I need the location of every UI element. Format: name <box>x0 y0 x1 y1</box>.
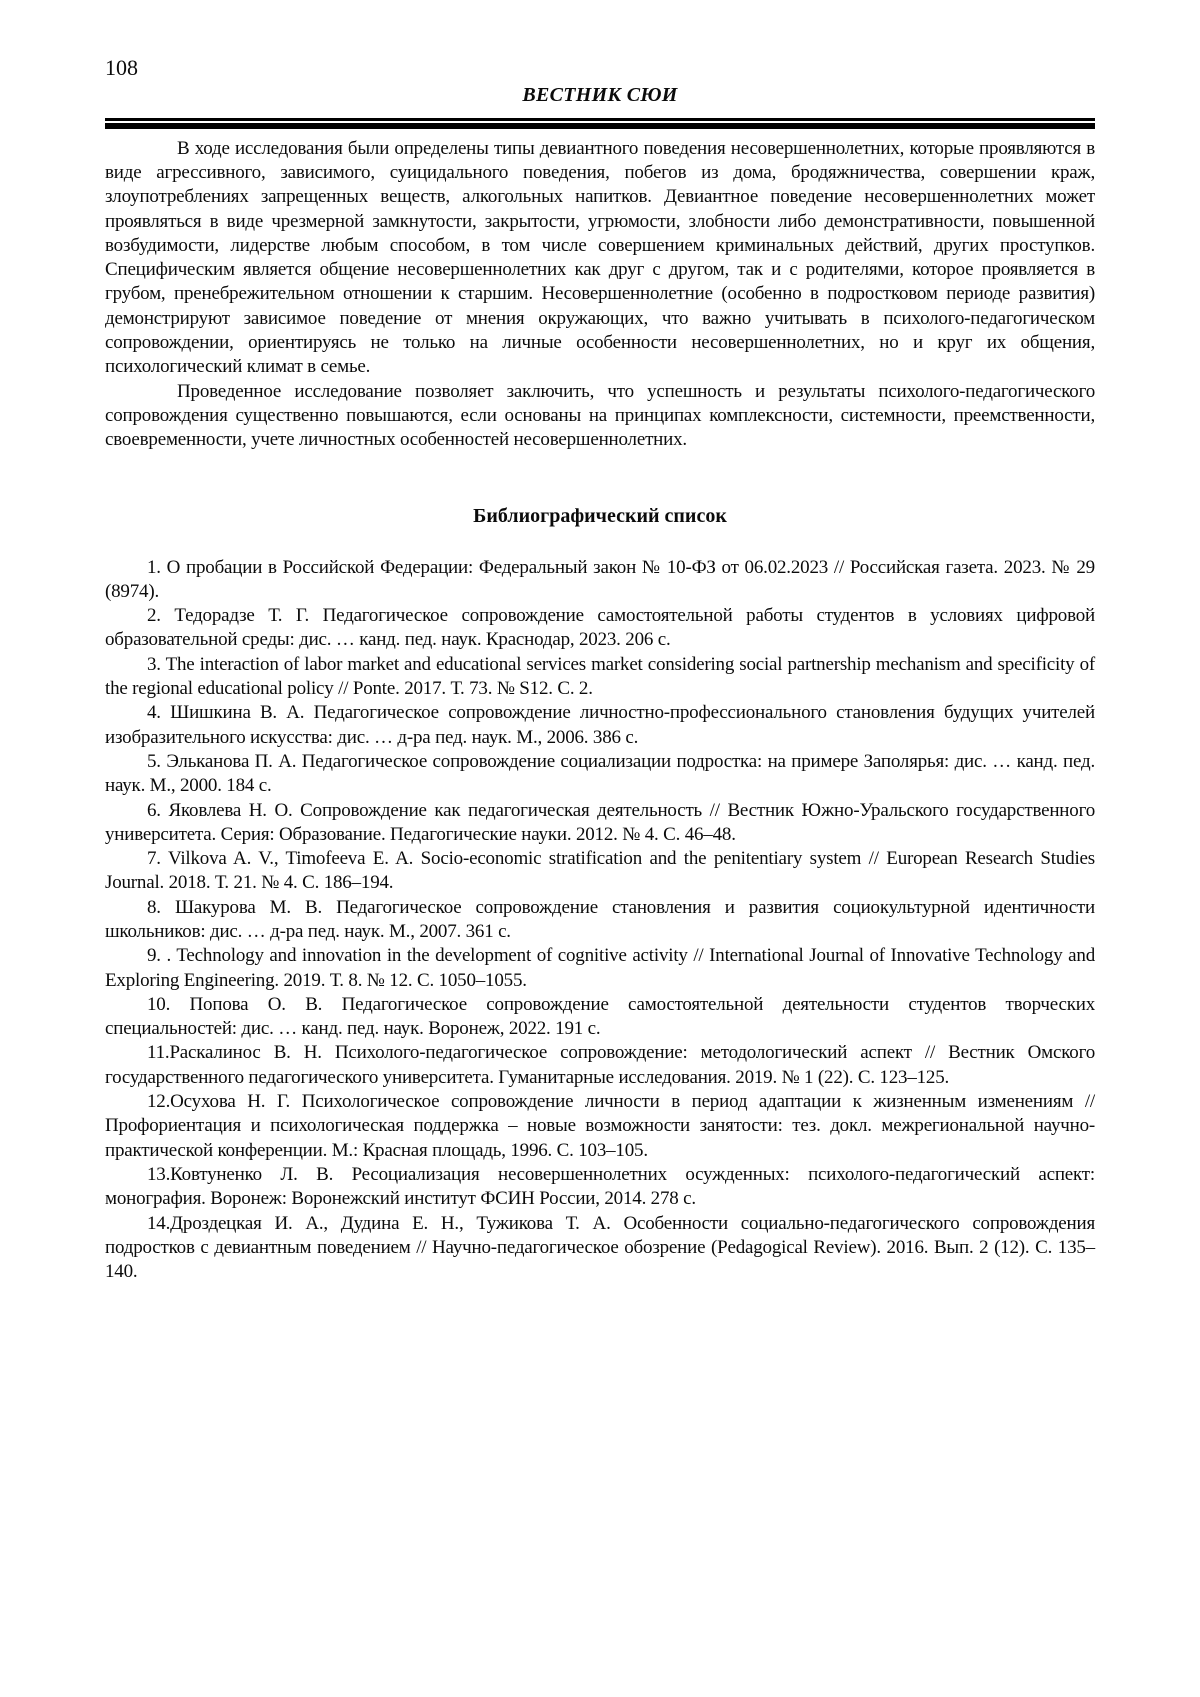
bibliography-item: 13.Ковтуненко Л. В. Ресоциализация несовершеннолетних осужденных: психолого-педагогический аспект: монография. Воронеж: Воронежский институт ФСИН России, 2014. 278 с. <box>105 1163 1095 1210</box>
bibliography-item: 10. Попова О. В. Педагогическое сопровождение самостоятельной деятельности студентов творческих специальностей: дис. … канд. пед. наук. Воронеж, 2022. 191 с. <box>105 993 1095 1040</box>
article-body <box>105 137 1095 453</box>
journal-title: ВЕСТНИК СЮИ <box>522 84 678 107</box>
bibliography-item: 3. The interaction of labor market and educational services market considering social partnership mechanism and specificity of the regional educational policy // Ponte. 2017. Т. 73. № S12. С. 2. <box>105 653 1095 700</box>
header-rule-thick-line <box>105 123 1095 129</box>
bibliography-item: 14.Дроздецкая И. А., Дудина Е. Н., Тужикова Т. А. Особенности социально-педагогического сопровождения подростков с девиантным поведением // Научно-педагогическое обозрение (Pedagogical Review). 2016. Вып. 2 (12). С. 135–140. <box>105 1212 1095 1283</box>
bibliography-title: Библиографический список <box>473 504 727 527</box>
article-paragraph: В ходе исследования были определены типы девиантного поведения несовершеннолетних, которые проявляются в виде агрессивного, зависимого, суицидального поведения, побегов из дома, бродяжничества, совершении краж, злоупотреблениях запрещенных веществ, алкогольных напитков. Девиантное поведение несовершеннолетних может проявляться в виде чрезмерной замкнутости, закрытости, угрюмости, злобности либо демонстративности, повышенной возбудимости, лидерстве любым способом, в том числе совершением криминальных действий, других проступков. Специфическим является общение несовершеннолетних как друг с другом, так и с родителями, которое проявляется в грубом, пренебрежительном отношении к старшим. Несовершеннолетние (особенно в подростковом периоде развития) демонстрируют зависимое поведение от мнения окружающих, что важно учитывать в психолого-педагогическом сопровождении, ориентируясь не только на личные особенности несовершеннолетних, но и круг их общения, психологический климат в семье. <box>105 137 1095 378</box>
bibliography-item: 8. Шакурова М. В. Педагогическое сопровождение становления и развития социокультурной идентичности школьников: дис. … д-ра пед. наук. М., 2007. 361 с. <box>105 896 1095 942</box>
bibliography-item: 6. Яковлева Н. О. Сопровождение как педагогическая деятельность // Вестник Южно-Уральского государственного университета. Серия: Образование. Педагогические науки. 2012. № 4. С. 46–48. <box>105 799 1095 845</box>
bibliography-item: 2. Тедорадзе Т. Г. Педагогическое сопровождение самостоятельной работы студентов в условиях цифровой образовательной среды: дис. … канд. пед. наук. Краснодар, 2023. 206 с. <box>105 605 1095 651</box>
bibliography-item: 11.Раскалинос В. Н. Психолого-педагогическое сопровождение: методологический аспект // Вестник Омского государственного педагогического университета. Гуманитарные исследования. 2019. № 1 (22). С. 123–125. <box>105 1042 1095 1088</box>
bibliography-item: 12.Осухова Н. Г. Психологическое сопровождение личности в период адаптации к жизненным изменениям // Профориентация и психологическая поддержка – новые возможности занятости: тез. докл. межрегиональной научно-практической конференции. М.: Красная площадь, 1996. С. 103–105. <box>105 1091 1095 1161</box>
header-rule <box>105 118 1095 129</box>
bibliography-item: 1. О пробации в Российской Федерации: Федеральный закон № 10-ФЗ от 06.02.2023 // Российская газета. 2023. № 29 (8974). <box>105 556 1095 602</box>
bibliography-list <box>105 556 1095 1285</box>
bibliography-item: 9. . Technology and innovation in the development of cognitive activity // International Journal of Innovative Technology and Exploring Engineering. 2019. Т. 8. № 12. С. 1050–1055. <box>105 945 1095 991</box>
page-number: 108 <box>105 55 138 80</box>
article-paragraph: Проведенное исследование позволяет заключить, что успешность и результаты психолого-педагогического сопровождения существенно повышаются, если основаны на принципах комплексности, системности, преемственности, своевременности, учете личностных особенностей несовершеннолетних. <box>105 380 1095 451</box>
bibliography-item: 4. Шишкина В. А. Педагогическое сопровождение личностно-профессионального становления будущих учителей изобразительного искусства: дис. … д-ра пед. наук. М., 2006. 386 с. <box>105 702 1095 748</box>
bibliography-item: 5. Эльканова П. А. Педагогическое сопровождение социализации подростка: на примере Заполярья: дис. … канд. пед. наук. М., 2000. 184 с. <box>105 750 1095 797</box>
bibliography-item: 7. Vilkova A. V., Timofeeva E. A. Socio-economic stratification and the penitentiary system // European Research Studies Journal. 2018. Т. 21. № 4. С. 186–194. <box>105 848 1095 894</box>
